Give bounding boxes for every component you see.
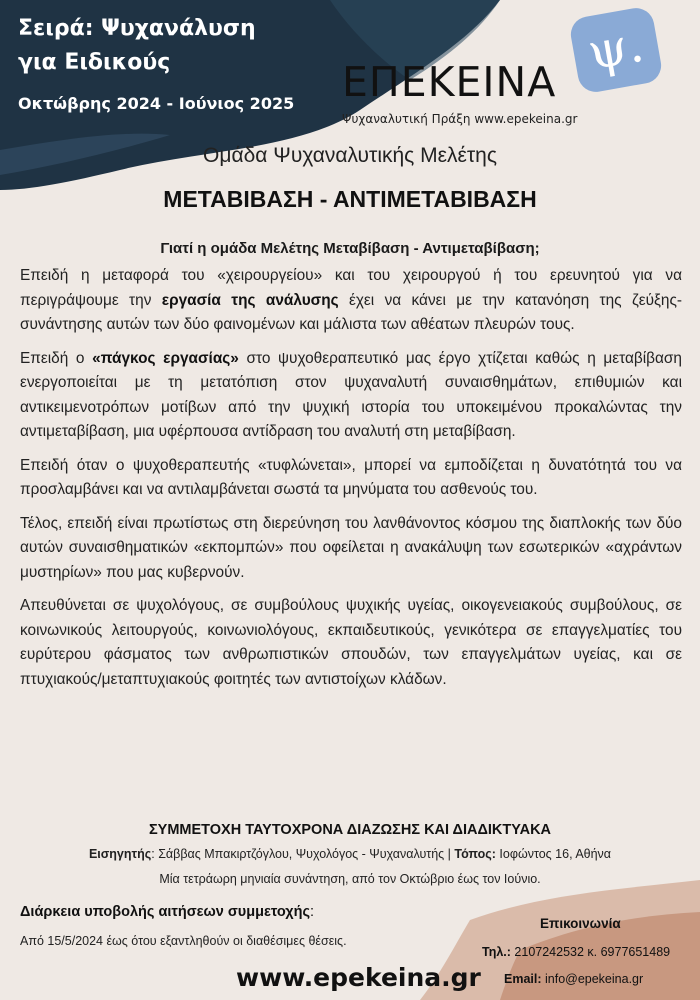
paragraph-1: Επειδή η μεταφορά του «χειρουργείου» και του χειρουργού ή του ερευνητού για να περιγράψουμε την εργασία της ανάλυσης έχει να κάνει με την κατανόηση της ζεύξης-συνάντησης αυτών των δύο φαινομένων και μάλιστα των αθέατων πλευρών τους. xyxy=(20,267,682,333)
contact-phone[interactable]: Τηλ.: 2107242532 κ. 6977651489 xyxy=(482,945,671,959)
epekeina-logo xyxy=(338,10,688,130)
paragraph-4: Τέλος, επειδή είναι πρωτίστως στη διερεύνηση του λανθάνοντος κόσμου της διαπλοκής των δύο αυτών συναισθηματικών «εκπομπών» που οφείλεται η ανακάλυψη των εσωτερικών «αχράντων μυστηρίων» που μας κυβερνούν. xyxy=(20,514,682,581)
speaker-place-line: Εισηγητής: Σάββας Μπακιρτζόγλου, Ψυχολόγος - Ψυχαναλυτής | Τόπος: Ιοφώντος 16, Αθήνα xyxy=(88,847,612,861)
logo-name: ΕΠΕΚΕΙΝΑ xyxy=(342,58,557,106)
application-period-label: Διάρκεια υποβολής αιτήσεων συμμετοχής: xyxy=(20,904,315,920)
page-subtitle: Ομάδα Ψυχαναλυτικής Μελέτης xyxy=(203,144,497,167)
attendance-heading: ΣΥΜΜΕΤΟΧΗ ΤΑΥΤΟΧΡΟΝΑ ΔΙΑΖΩΣΗΣ ΚΑΙ ΔΙΑΔΙΚΤΥΑΚΑ xyxy=(148,822,552,838)
paragraph-5: Απευθύνεται σε ψυχολόγους, σε συμβούλους ψυχικής υγείας, οικογενειακούς συμβούλους, σε κοινωνικούς λειτουργούς, κοινωνιολόγους, εκπαιδευτικούς, γενικότερα σε επαγγελματίες του ευρύτερου φάσματος των ανθρωπιστικών σπουδών, των επαγγελμάτων υγείας, και σε πτυχιακούς/μεταπτυχιακούς φοιτητές των αντιστοίχων κλάδων. xyxy=(20,597,682,688)
series-header xyxy=(18,12,294,116)
series-title-line1: Σειρά: Ψυχανάλυση xyxy=(18,16,256,41)
website-link[interactable]: www.epekeina.gr xyxy=(236,963,481,992)
contact-heading: Επικοινωνία xyxy=(540,916,621,931)
page-title: ΜΕΤΑΒΙΒΑΣΗ - ΑΝΤΙΜΕΤΑΒΙΒΑΣΗ xyxy=(163,186,537,212)
psi-logo-icon: ψ. xyxy=(568,5,664,94)
body-text xyxy=(20,264,682,701)
contact-email[interactable]: Email: info@epekeina.gr xyxy=(504,972,644,986)
paragraph-3: Επειδή όταν ο ψυχοθεραπευτής «τυφλώνεται», μπορεί να εμποδίζεται η δυνατότητά του να προσλαμβάνει και να αντιλαμβάνεται σωστά τα μηνύματα του ασθενούς του. xyxy=(20,456,682,498)
paragraph-2: Επειδή ο «πάγκος εργασίας» στο ψυχοθεραπευτικό μας έργο χτίζεται καθώς η μεταβίβαση ενεργοποιείται με τη μετατόπιση στον ψυχαναλυτή συναισθημάτων, επιθυμιών και αντικειμενοτρόπων μοτίβων από την ψυχική ιστορία του υποκειμένου προκαλώντας την αντιμεταβίβαση, μια υφέρπουσα αντίδραση του αναλυτή στη μεταβίβαση. xyxy=(20,349,682,440)
series-dates: Οκτώβρης 2024 - Ιούνιος 2025 xyxy=(18,94,295,113)
section-question: Γιατί η ομάδα Μελέτης Μεταβίβαση - Αντιμεταβίβαση; xyxy=(160,240,540,257)
schedule-line: Μία τετράωρη μηνιαία συνάντηση, από τον Οκτώβριο έως τον Ιούνιο. xyxy=(159,872,541,886)
series-title-line2: για Ειδικούς xyxy=(18,50,171,75)
application-period-text: Από 15/5/2024 έως ότου εξαντληθούν οι διαθέσιμες θέσεις. xyxy=(20,934,347,948)
logo-tagline: Ψυχαναλυτική Πράξη www.epekeina.gr xyxy=(342,112,578,126)
